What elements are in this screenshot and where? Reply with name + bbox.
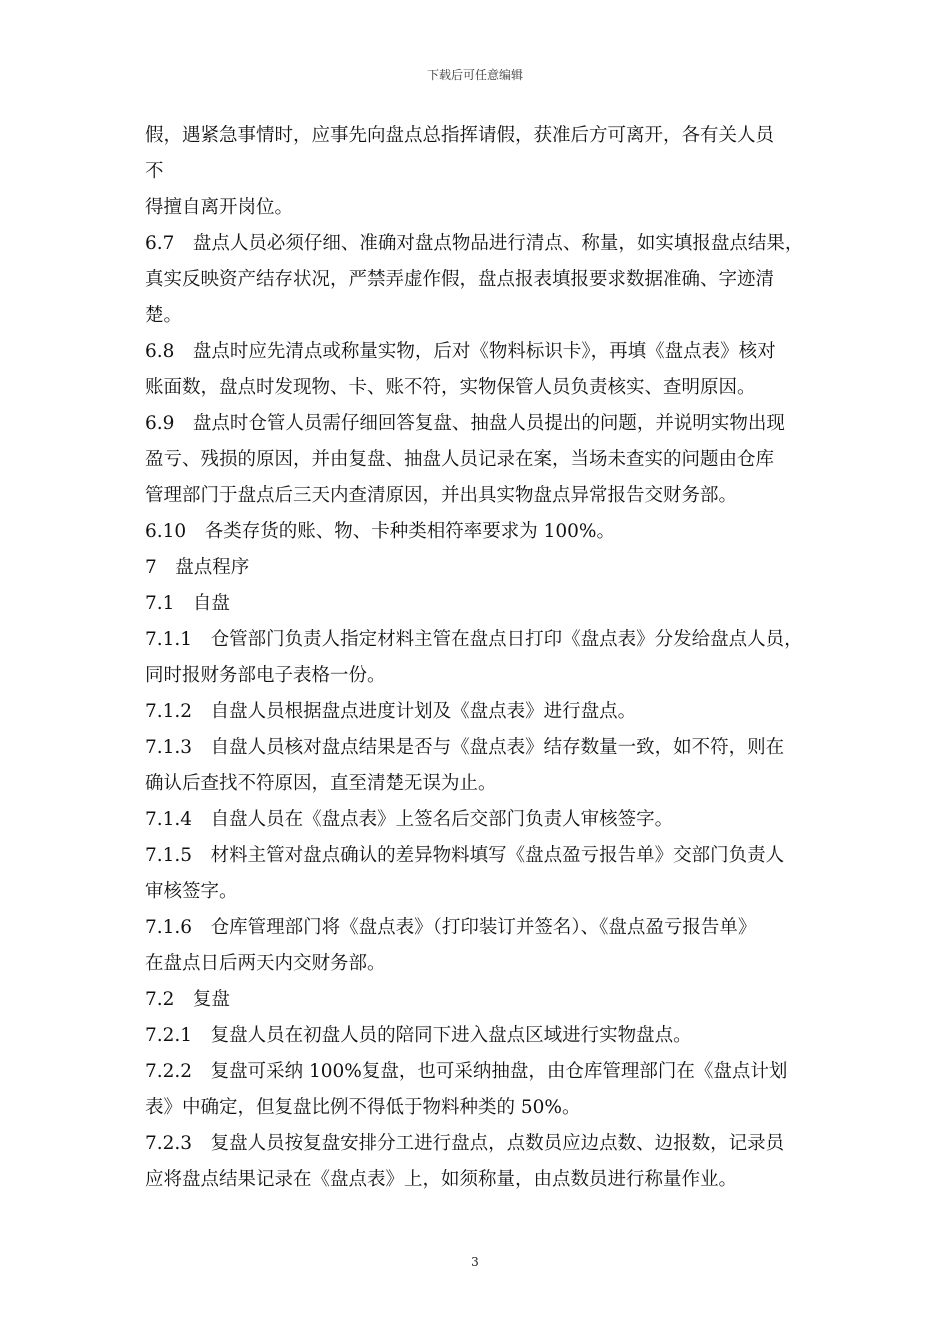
paragraph (145, 622, 825, 694)
paragraph-line: 6.7 盘点人员必须仔细、准确对盘点物品进行清点、称量，如实填报盘点结果， (145, 233, 804, 254)
paragraph (145, 406, 825, 514)
paragraph-line: 7.1.3 自盘人员核对盘点结果是否与《盘点表》结存数量一致，如不符，则在 (145, 737, 785, 758)
paragraph-line: 账面数，盘点时发现物、卡、账不符，实物保管人员负责核实、查明原因。 (145, 377, 756, 398)
paragraph-line: 6.9 盘点时仓管人员需仔细回答复盘、抽盘人员提出的问题，并说明实物出现 (145, 413, 785, 434)
paragraph (145, 982, 825, 1018)
paragraph-line: 应将盘点结果记录在《盘点表》上，如须称量，由点数员进行称量作业。 (145, 1169, 738, 1190)
paragraph (145, 514, 825, 550)
paragraph (145, 1018, 825, 1054)
paragraph-line: 7.1.1 仓管部门负责人指定材料主管在盘点日打印《盘点表》分发给盘点人员， (145, 629, 803, 650)
paragraph-line: 在盘点日后两天内交财务部。 (145, 953, 386, 974)
paragraph (145, 694, 825, 730)
paragraph-line: 6.10 各类存货的账、物、卡种类相符率要求为 100%。 (145, 521, 615, 542)
paragraph (145, 730, 825, 802)
paragraph (145, 910, 825, 982)
paragraph-line: 7.1.2 自盘人员根据盘点进度计划及《盘点表》进行盘点。 (145, 701, 637, 722)
paragraph (145, 586, 825, 622)
paragraph-line: 审核签字。 (145, 881, 238, 902)
paragraph (145, 838, 825, 910)
paragraph (145, 226, 825, 334)
paragraph-line: 7.1.4 自盘人员在《盘点表》上签名后交部门负责人审核签字。 (145, 809, 674, 830)
paragraph-line: 7 盘点程序 (145, 557, 250, 578)
paragraph-line: 7.2.3 复盘人员按复盘安排分工进行盘点，点数员应边点数、边报数，记录员 (145, 1133, 785, 1154)
paragraph-line: 7.1 自盘 (145, 593, 230, 614)
paragraph (145, 118, 825, 226)
document-body (145, 118, 825, 1198)
paragraph-line: 同时报财务部电子表格一份。 (145, 665, 386, 686)
page-header: 下载后可任意编辑 (426, 68, 523, 82)
paragraph-line: 7.2.2 复盘可采纳 100%复盘，也可采纳抽盘，由仓库管理部门在《盘点计划 (145, 1061, 788, 1082)
paragraph-line: 6.8 盘点时应先清点或称量实物，后对《物料标识卡》，再填《盘点表》核对 (145, 341, 776, 362)
paragraph (145, 334, 825, 406)
paragraph-line: 不 (145, 161, 164, 182)
paragraph-line: 7.2 复盘 (145, 989, 230, 1010)
paragraph (145, 1126, 825, 1198)
paragraph-line: 管理部门于盘点后三天内查清原因，并出具实物盘点异常报告交财务部。 (145, 485, 738, 506)
paragraph-line: 得擅自离开岗位。 (145, 197, 294, 218)
paragraph-line: 7.1.5 材料主管对盘点确认的差异物料填写《盘点盈亏报告单》交部门负责人 (145, 845, 785, 866)
paragraph (145, 1054, 825, 1126)
paragraph-line: 楚。 (145, 305, 183, 326)
paragraph-line: 7.2.1 复盘人员在初盘人员的陪同下进入盘点区域进行实物盘点。 (145, 1025, 692, 1046)
page-number: 3 (471, 1255, 479, 1269)
paragraph-line: 盈亏、残损的原因，并由复盘、抽盘人员记录在案，当场未查实的问题由仓库 (145, 449, 775, 470)
paragraph-line: 确认后查找不符原因，直至清楚无误为止。 (145, 773, 497, 794)
paragraph-line: 7.1.6 仓库管理部门将《盘点表》（打印装订并签名）、《盘点盈亏报告单》 (145, 917, 757, 938)
paragraph (145, 550, 825, 586)
paragraph-line: 假，遇紧急事情时，应事先向盘点总指挥请假，获准后方可离开，各有关人员 (145, 125, 775, 146)
paragraph (145, 802, 825, 838)
paragraph-line: 表》中确定，但复盘比例不得低于物料种类的 50%。 (145, 1097, 581, 1118)
paragraph-line: 真实反映资产结存状况，严禁弄虚作假，盘点报表填报要求数据准确、字迹清 (145, 269, 775, 290)
